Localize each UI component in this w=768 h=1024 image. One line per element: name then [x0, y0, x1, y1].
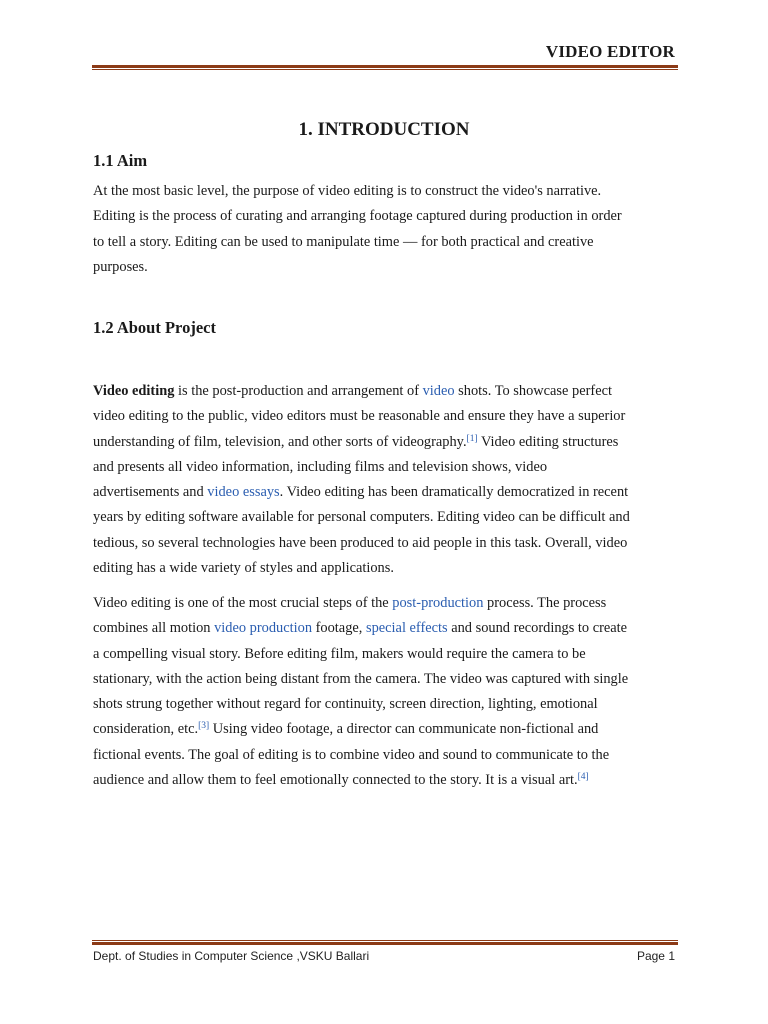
aim-line: Editing is the process of curating and arranging footage captured during production in order: [93, 208, 622, 225]
paragraph-line: [93, 717, 678, 742]
header-divider-thick: [92, 65, 678, 68]
citation-1[interactable]: [1]: [466, 433, 478, 444]
about-paragraph-2: [93, 591, 678, 793]
footer-divider-thick: [92, 942, 678, 945]
text-run: and sound recordings to create: [447, 620, 628, 637]
text-run: footage,: [312, 620, 366, 637]
aim-line: At the most basic level, the purpose of video editing is to construct the video's narrative.: [93, 183, 602, 199]
chapter-title: 1. INTRODUCTION: [298, 119, 470, 140]
paragraph-line: [93, 591, 678, 616]
text-run: . Video editing has been dramatically democratized in recent: [279, 484, 629, 501]
paragraph-line: a compelling visual story. Before editing film, makers would require the camera to be: [93, 645, 586, 662]
text-run: Video editing is one of the most crucial steps of the: [93, 595, 393, 611]
bold-term: Video editing: [93, 383, 175, 399]
header-divider-thin: [92, 69, 678, 70]
text-run: is the post-production and arrangement of: [174, 383, 423, 399]
footer-page-number: Page 1: [636, 949, 675, 963]
paragraph-line: [93, 616, 678, 641]
link-video[interactable]: video: [422, 383, 455, 399]
text-run: combines all motion: [93, 620, 215, 637]
footer-divider-thin: [92, 940, 678, 941]
paragraph-line: tedious, so several technologies have been produced to aid people in this task. Overall, video: [93, 534, 628, 551]
running-header-title: VIDEO EDITOR: [545, 42, 675, 61]
text-run: audience and allow them to feel emotionally connected to the story. It is a visual art.: [93, 772, 578, 789]
section-heading-about-project: 1.2 About Project: [93, 318, 216, 337]
link-video-essays[interactable]: video essays: [207, 484, 280, 501]
paragraph-line: editing has a wide variety of styles and applications.: [93, 560, 394, 577]
link-video-production[interactable]: video production: [214, 620, 313, 637]
footer-divider: [92, 940, 678, 945]
about-paragraph-1: [93, 379, 678, 581]
paragraph-line: years by editing software available for personal computers. Editing video can be difficult and: [93, 509, 630, 526]
text-run: advertisements and: [93, 484, 208, 501]
aim-paragraph: [93, 179, 678, 280]
section-heading-aim: 1.1 Aim: [93, 151, 148, 170]
aim-line: purposes.: [93, 258, 148, 275]
text-run: Video editing structures: [477, 433, 619, 450]
text-run: shots. To showcase perfect: [454, 383, 612, 399]
paragraph-line: shots strung together without regard for continuity, screen direction, lighting, emotional: [93, 696, 598, 713]
text-run: Using video footage, a director can communicate non-fictional and: [209, 721, 599, 738]
paragraph-line: stationary, with the action being distant from the camera. The video was captured with single: [93, 670, 629, 687]
paragraph-line: and presents all video information, including films and television shows, video: [93, 458, 548, 475]
header-divider: [92, 65, 678, 70]
aim-line: to tell a story. Editing can be used to manipulate time — for both practical and creative: [93, 233, 594, 250]
text-run: consideration, etc.: [93, 721, 199, 738]
citation-3[interactable]: [3]: [198, 721, 210, 732]
paragraph-line: video editing to the public, video editors must be reasonable and ensure they have a superior: [93, 408, 626, 425]
text-run: process. The process: [483, 595, 607, 611]
link-special-effects[interactable]: special effects: [365, 620, 448, 637]
paragraph-line: [93, 768, 678, 793]
paragraph-line: [93, 379, 678, 404]
citation-4[interactable]: [4]: [577, 772, 589, 783]
paragraph-line: fictional events. The goal of editing is to combine video and sound to communicate to the: [93, 746, 610, 763]
link-post-production[interactable]: post-production: [392, 595, 484, 611]
paragraph-line: [93, 480, 678, 505]
footer-department: Dept. of Studies in Computer Science ,VSKU Ballari: [93, 949, 370, 963]
text-run: understanding of film, television, and other sorts of videography.: [93, 433, 467, 450]
paragraph-line: [93, 430, 678, 455]
